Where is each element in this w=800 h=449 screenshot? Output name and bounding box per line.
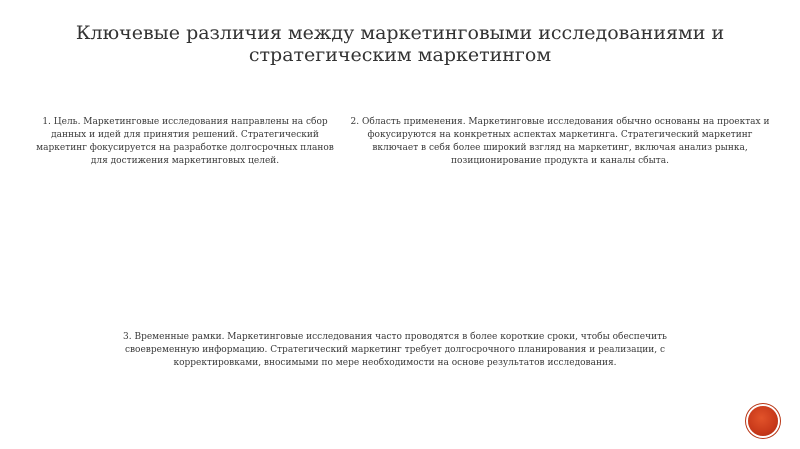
text-block-scope: 2. Область применения. Маркетинговые исследования обычно основаны на проектах и фокусируются на конкретных аспектах маркетинга. Стратегический маркетинг включает в себя более широкий взгляд на маркетинг, включая анализ рынка, позиционирование продукта и каналы сбыта. <box>350 117 770 166</box>
text-block-timeframe: 3. Временные рамки. Маркетинговые исследования часто проводятся в более короткие сроки, чтобы обеспечить своевременную информацию. Стратегический маркетинг требует долгосрочного планирования и реализации, с корректировками, вносимыми по мере необходимости на основе результатов исследования. <box>123 332 667 368</box>
circle-nav-icon[interactable] <box>748 406 778 436</box>
text-block-goal: 1. Цель. Маркетинговые исследования направлены на сбор данных и идей для принятия решений. Стратегический маркетинг фокусируется на разработке долгосрочных планов для достижения маркетинговых целей. <box>36 117 334 166</box>
slide-title: Ключевые различия между маркетинговыми исследованиями и стратегическим маркетингом <box>75 22 725 66</box>
